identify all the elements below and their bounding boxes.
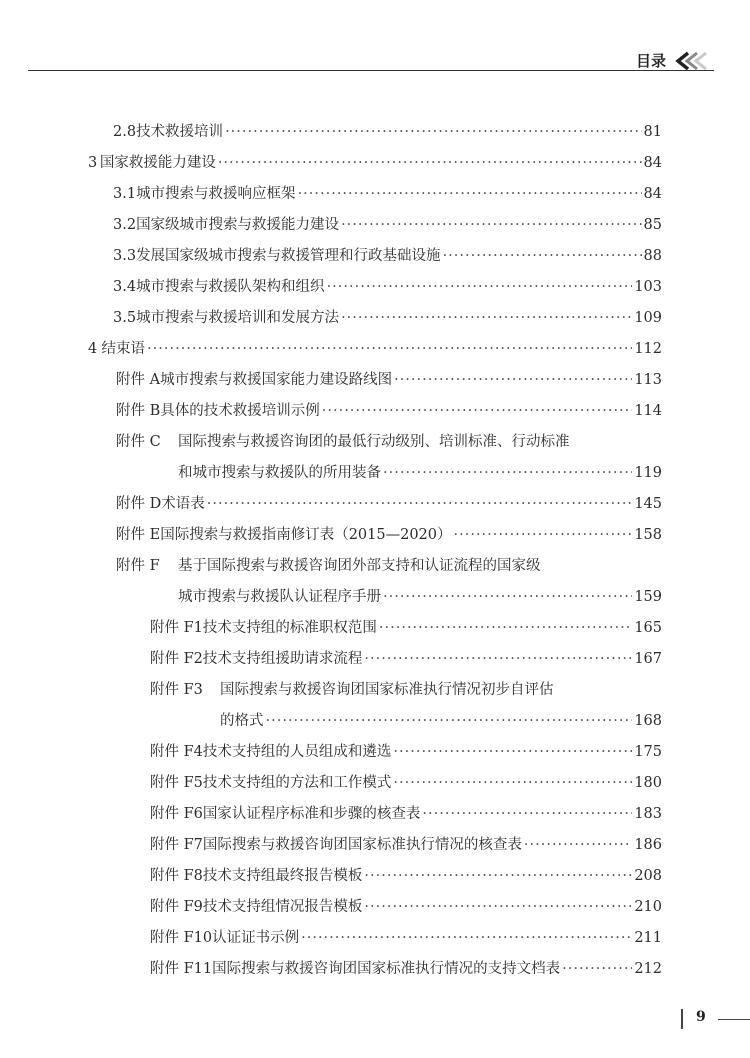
toc-entry-4[interactable] [88, 339, 662, 359]
toc-number: 3.3 [113, 248, 137, 264]
toc-number: 附件 F11 [150, 961, 213, 977]
toc-number: 附件 F6 [150, 806, 203, 822]
dot-leader [454, 525, 633, 545]
dot-leader [341, 215, 641, 235]
toc-number: 附件 F [116, 558, 160, 574]
toc-label: 的格式 [220, 713, 264, 729]
toc-page: 208 [634, 868, 662, 884]
toc-number: 附件 A [116, 372, 161, 388]
toc-entry-annex-b[interactable] [116, 401, 662, 421]
toc-page: 167 [634, 651, 662, 667]
toc-entry-3[interactable] [88, 153, 662, 173]
toc-label: 技术支持组的方法和工作模式 [202, 775, 392, 791]
page-number: 9 [696, 1009, 706, 1025]
toc-page: 145 [634, 496, 662, 512]
toc-number: 附件 F8 [150, 868, 203, 884]
dot-leader [562, 959, 632, 979]
toc-number: 附件 F10 [150, 930, 213, 946]
toc-number: 附件 C [116, 434, 161, 450]
dot-leader [218, 153, 642, 173]
toc-number: 附件 F2 [150, 651, 203, 667]
toc-entry-annex-f[interactable] [116, 556, 662, 576]
toc-label: 认证证书示例 [212, 930, 300, 946]
toc-entry-annex-f4[interactable] [150, 742, 662, 762]
toc-page: 84 [643, 186, 662, 202]
toc-page: 85 [643, 217, 662, 233]
toc-page: 109 [634, 310, 662, 326]
toc-page: 183 [634, 806, 662, 822]
toc-page: 168 [634, 713, 662, 729]
toc-number: 3.2 [113, 217, 137, 233]
toc-page: 180 [634, 775, 662, 791]
toc-entry-annex-f3-cont[interactable] [220, 711, 662, 731]
toc-number: 3 [88, 155, 98, 171]
toc-page: 212 [634, 961, 662, 977]
toc-entry-3-5[interactable] [113, 308, 662, 328]
toc-page: 186 [634, 837, 662, 853]
toc-label: 国际搜索与救援指南修订表（2015—2020） [160, 527, 452, 543]
footer-divider [681, 1009, 683, 1029]
toc-number: 附件 E [116, 527, 161, 543]
toc-label: 国际搜索与救援咨询团国家标准执行情况的支持文档表 [212, 961, 561, 977]
toc-label: 国家级城市搜索与救援能力建设 [136, 217, 340, 233]
toc-entry-annex-f11[interactable] [150, 959, 662, 979]
toc-entry-annex-f3[interactable] [150, 680, 662, 700]
toc-page: 211 [634, 930, 662, 946]
toc-label: 国际搜索与救援咨询团的最低行动级别、培训标准、行动标准 [178, 434, 570, 450]
dot-leader [225, 122, 641, 142]
toc-number: 附件 F3 [150, 682, 203, 698]
toc-label: 城市搜索与救援培训和发展方法 [136, 310, 340, 326]
toc-page: 175 [634, 744, 662, 760]
toc-number: 3.4 [113, 279, 137, 295]
dot-leader [383, 463, 632, 483]
toc-label: 技术支持组情况报告模板 [202, 899, 363, 915]
toc-entry-annex-f8[interactable] [150, 866, 662, 886]
toc-entry-annex-f5[interactable] [150, 773, 662, 793]
toc-entry-annex-f-cont[interactable] [178, 587, 662, 607]
dot-leader [422, 804, 632, 824]
toc-label: 技术支持组的标准职权范围 [202, 620, 377, 636]
toc-page: 165 [634, 620, 662, 636]
toc-label: 技术支持组最终报告模板 [202, 868, 363, 884]
toc-entry-2-8[interactable] [113, 122, 662, 142]
toc-label: 技术救援培训 [136, 124, 224, 140]
toc-entry-3-4[interactable] [113, 277, 662, 297]
dot-leader [379, 618, 632, 638]
toc-number: 附件 F4 [150, 744, 203, 760]
dot-leader [394, 370, 632, 390]
dot-leader [393, 773, 632, 793]
toc-number: 附件 F9 [150, 899, 203, 915]
toc-entry-annex-f1[interactable] [150, 618, 662, 638]
toc-page: 84 [643, 155, 662, 171]
toc-entry-annex-c-cont[interactable] [178, 463, 662, 483]
toc-label: 国家认证程序标准和步骤的核查表 [202, 806, 421, 822]
toc-label: 发展国家级城市搜索与救援管理和行政基础设施 [136, 248, 441, 264]
toc-page: 103 [634, 279, 662, 295]
toc-label: 国家救援能力建设 [99, 155, 216, 171]
dot-leader [207, 494, 633, 514]
dot-leader [364, 897, 632, 917]
toc-label: 城市搜索与救援响应框架 [136, 186, 296, 202]
toc-page: 88 [643, 248, 662, 264]
toc-number: 2.8 [113, 124, 137, 140]
toc-entry-annex-f7[interactable] [150, 835, 662, 855]
toc-number: 3.5 [113, 310, 137, 326]
toc-label: 国际搜索与救援咨询团国家标准执行情况初步自评估 [220, 682, 554, 698]
toc-entry-annex-d[interactable] [116, 494, 662, 514]
toc-number: 4 [88, 341, 98, 357]
dot-leader [341, 308, 632, 328]
toc-entry-annex-c[interactable] [116, 432, 662, 452]
toc-label: 和城市搜索与救援队的所用装备 [178, 465, 381, 481]
toc-label: 技术支持组援助请求流程 [202, 651, 363, 667]
dot-leader [147, 339, 632, 359]
toc-entry-annex-f9[interactable] [150, 897, 662, 917]
toc-number: 附件 F1 [150, 620, 203, 636]
toc-page: 114 [634, 403, 662, 419]
toc-page: 81 [643, 124, 662, 140]
footer-rule [718, 1019, 750, 1020]
dot-leader [298, 184, 642, 204]
toc-entry-annex-a[interactable] [116, 370, 662, 390]
toc-entry-annex-f2[interactable] [150, 649, 662, 669]
toc-page: 159 [634, 589, 662, 605]
toc-label: 技术支持组的人员组成和遴选 [202, 744, 392, 760]
toc-page: 112 [634, 341, 662, 357]
toc-entry-3-3[interactable] [113, 246, 662, 266]
dot-leader [322, 401, 633, 421]
toc-number: 附件 F7 [150, 837, 203, 853]
toc-page: 119 [634, 465, 662, 481]
toc-label: 城市搜索与救援队架构和组织 [136, 279, 325, 295]
dot-leader [524, 835, 632, 855]
toc-label: 基于国际搜索与救援咨询团外部支持和认证流程的国家级 [178, 558, 541, 574]
dot-leader [364, 866, 632, 886]
dot-leader [327, 277, 633, 297]
toc-label: 结束语 [101, 341, 146, 357]
dot-leader [266, 711, 633, 731]
toc-label: 城市搜索与救援队认证程序手册 [178, 589, 381, 605]
dot-leader [443, 246, 642, 266]
toc-entry-annex-f6[interactable] [150, 804, 662, 824]
toc-entry-annex-f10[interactable] [150, 928, 662, 948]
toc-label: 术语表 [161, 496, 205, 512]
toc-number: 3.1 [113, 186, 137, 202]
header-title: 目录 [636, 52, 667, 70]
toc-label: 具体的技术救援培训示例 [160, 403, 320, 419]
toc-page: 210 [634, 899, 662, 915]
toc-number: 附件 D [116, 496, 162, 512]
toc-entry-3-2[interactable] [113, 215, 662, 235]
dot-leader [301, 928, 632, 948]
toc-page: 113 [634, 372, 662, 388]
dot-leader [383, 587, 632, 607]
toc-number: 附件 F5 [150, 775, 203, 791]
toc-entry-annex-e[interactable] [116, 525, 662, 545]
toc-label: 城市搜索与救援国家能力建设路线图 [160, 372, 393, 388]
toc-label: 国际搜索与救援咨询团国家标准执行情况的核查表 [202, 837, 522, 853]
toc-entry-3-1[interactable] [113, 184, 662, 204]
dot-leader [393, 742, 632, 762]
dot-leader [364, 649, 632, 669]
toc-number: 附件 B [116, 403, 161, 419]
toc-page: 158 [634, 527, 662, 543]
